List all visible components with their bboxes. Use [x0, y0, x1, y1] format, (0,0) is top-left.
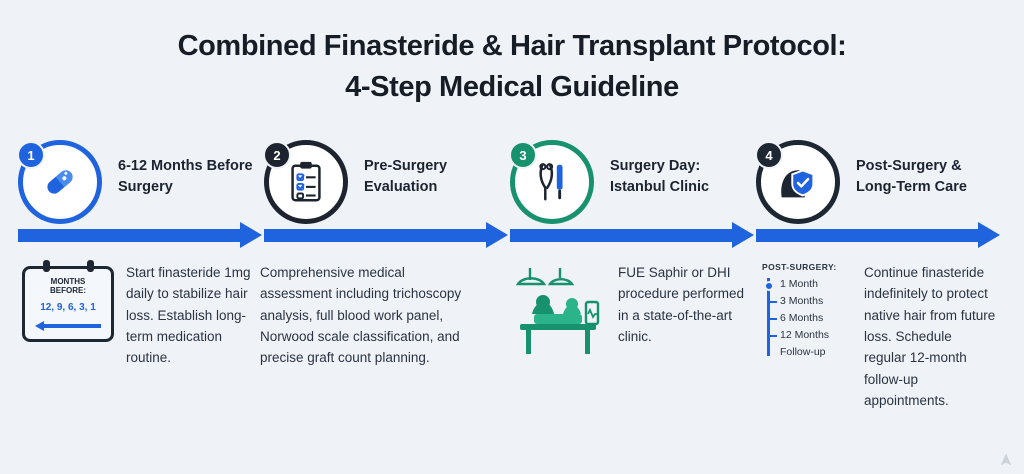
timeline-item-label: 1 Month [780, 278, 818, 290]
step-2-number: 2 [263, 141, 291, 169]
step-1-heading: 6-12 Months Before Surgery [118, 158, 253, 195]
step-1 [14, 138, 260, 234]
step-4 [752, 138, 998, 234]
timeline-tick-icon [768, 301, 777, 303]
timeline-item [762, 327, 862, 344]
timeline-tick-icon [768, 318, 777, 320]
timeline-dot-icon [764, 281, 774, 291]
clipboard-checklist-icon [284, 159, 328, 205]
operating-room-icon [510, 262, 606, 366]
calendar-months: 12, 9, 6, 3, 1 [40, 302, 96, 313]
step-2-detail [260, 262, 506, 382]
pill-capsule-icon [37, 159, 83, 205]
step-1-body: Start finasteride 1mg daily to stabilize hair loss. Establish long-term medication routine. [126, 265, 251, 366]
step-2-icon-circle [264, 140, 348, 224]
step-3-heading: Surgery Day: Istanbul Clinic [610, 158, 710, 195]
timeline-tick-icon [768, 335, 777, 337]
calendar-label-line-1: MONTHS [50, 277, 86, 286]
timeline-followup-label: Follow-up [780, 346, 826, 358]
follow-up-timeline-art [756, 262, 852, 372]
step-1-header [14, 138, 260, 234]
calendar-icon [22, 266, 114, 342]
step-3-body: FUE Saphir or DHI procedure performed in a state-of-the-art clinic. [618, 265, 745, 344]
timeline-item-label: 12 Months [780, 329, 830, 341]
timeline-item-label: 6 Months [780, 312, 824, 324]
page-title [0, 26, 1024, 108]
timeline-item-label: 3 Months [780, 295, 824, 307]
step-4-heading: Post-Surgery & Long-Term Care [856, 158, 967, 195]
step-2-header [260, 138, 506, 234]
step-3 [506, 138, 752, 234]
title-line-2: 4-Step Medical Guideline [345, 71, 679, 104]
timeline-item [762, 276, 862, 293]
calendar-countdown-arrow-icon [35, 321, 101, 331]
step-1-detail [14, 262, 260, 382]
step-3-header [506, 138, 752, 234]
step-3-detail [506, 262, 752, 382]
head-shield-icon [774, 159, 822, 205]
follow-up-timeline [762, 262, 862, 374]
step-2-heading: Pre-Surgery Evaluation [364, 158, 448, 195]
watermark-icon [998, 452, 1014, 468]
calendar-art [18, 262, 114, 372]
step-4-icon-circle [756, 140, 840, 224]
step-4-header [752, 138, 998, 234]
timeline-caption: POST-SURGERY: [762, 262, 837, 272]
step-4-number: 4 [755, 141, 783, 169]
step-3-number: 3 [509, 141, 537, 169]
title-line-1: Combined Finasteride & Hair Transplant Protocol: [177, 30, 847, 62]
timeline-item [762, 293, 862, 310]
step-2 [260, 138, 506, 234]
timeline-item [762, 310, 862, 327]
step-1-icon-circle [18, 140, 102, 224]
step-4-body: Continue finasteride indefinitely to protect native hair from future loss. Schedule regular 12-month follow-up appointments. [864, 265, 996, 408]
surgical-instruments-icon [529, 159, 575, 205]
step-1-number: 1 [17, 141, 45, 169]
step-4-detail [752, 262, 998, 411]
step-3-icon-circle [510, 140, 594, 224]
operating-room-art [510, 262, 606, 372]
calendar-label-line-2: BEFORE: [50, 286, 86, 296]
step-2-body: Comprehensive medical assessment including trichoscopy analysis, full blood work panel, Norwood scale classification, and precise graft count planning. [260, 265, 462, 366]
